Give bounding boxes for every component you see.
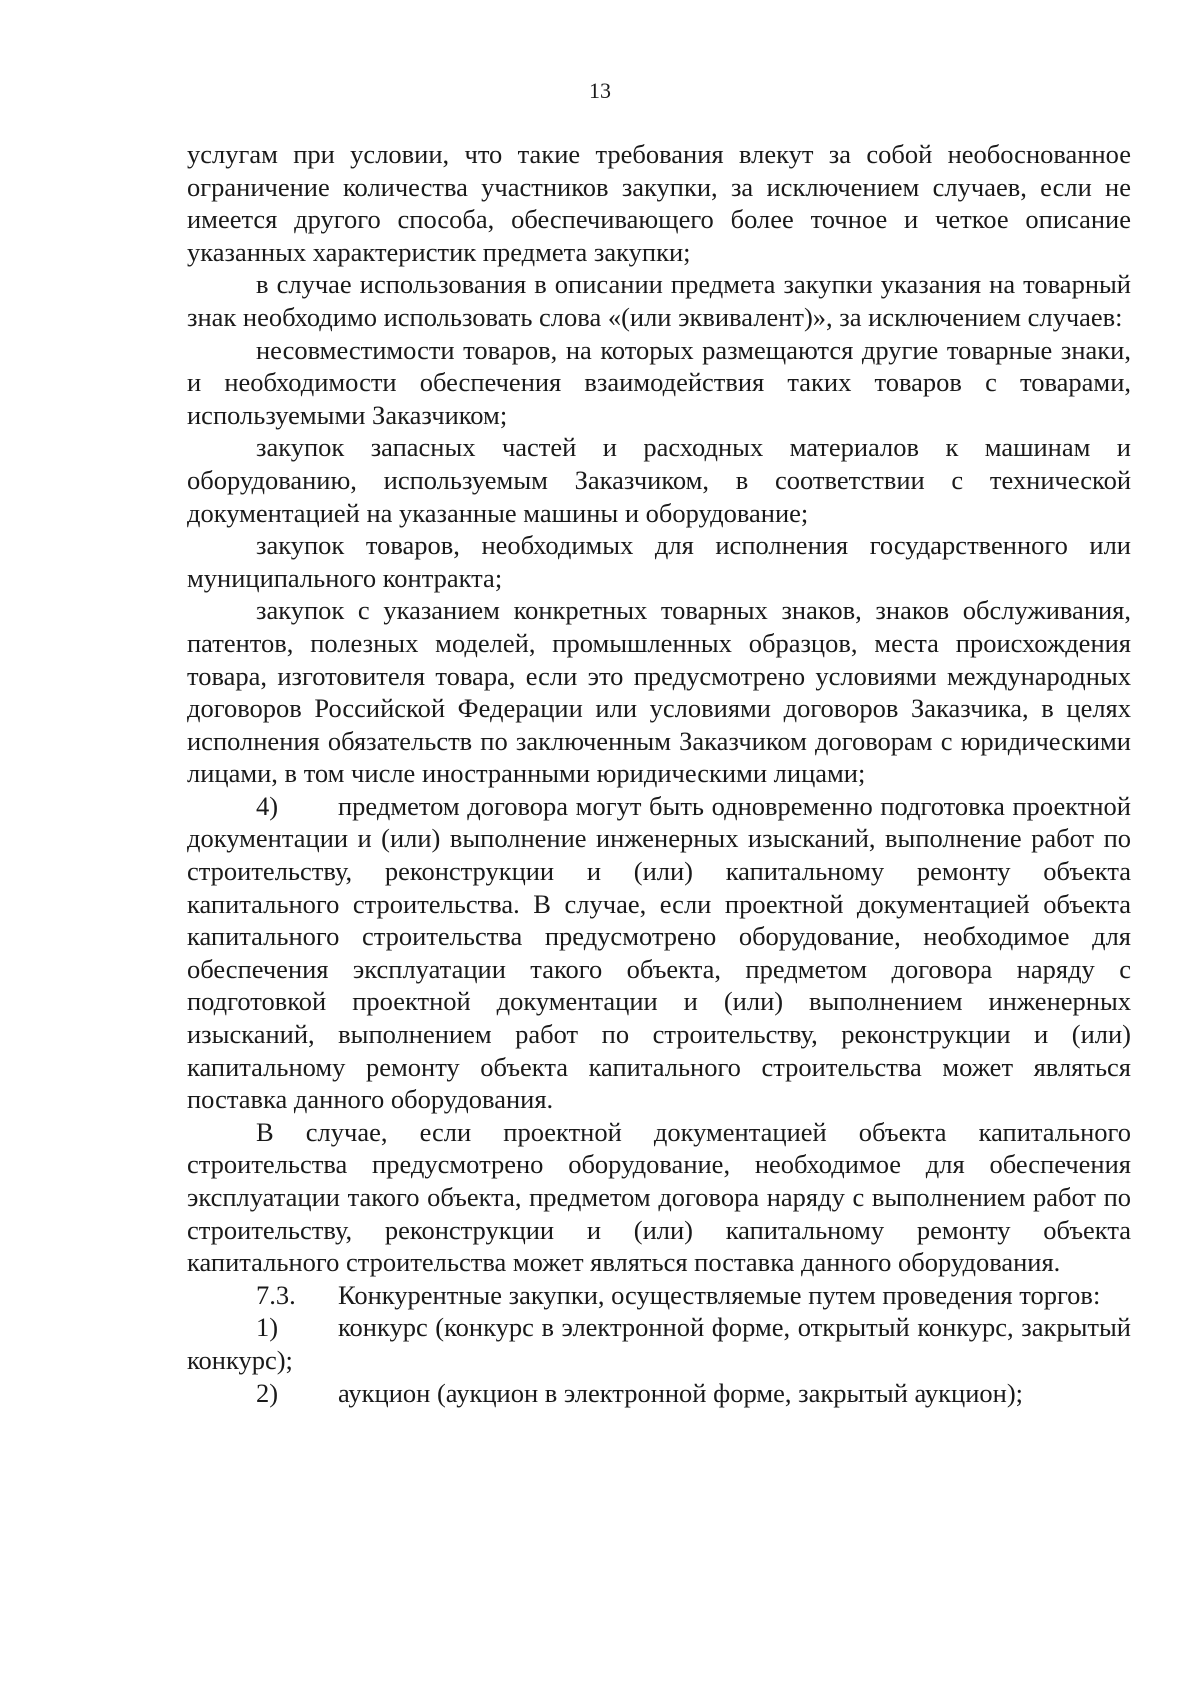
section-number: 7.3. <box>256 1279 296 1310</box>
paragraph-text: конкурс (конкурс в электронной форме, открытый конкурс, закрытый конкурс); <box>187 1312 1131 1375</box>
paragraph-item-1 <box>187 1311 1131 1376</box>
paragraph-text: услугам при условии, что такие требования влекут за собой необоснованное ограничение количества участников закупки, за исключением случаев, если не имеется другого способа, обеспечивающего более точное и четкое описание указанных характеристик предмета закупки; <box>187 139 1131 267</box>
paragraph-specific-trademarks <box>187 594 1131 790</box>
paragraph-spare-parts <box>187 431 1131 529</box>
paragraph-text: предметом договора могут быть одновременно подготовка проектной документации и (или) выполнение инженерных изысканий, выполнение работ по строительству, реконструкции и (или) капитальному ремонту объекта капитального строительства. В случае, если проектной документацией объекта капитального строительства предусмотрено оборудование, необходимое для обеспечения эксплуатации такого объекта, предметом договора наряду с подготовкой проектной документации и (или) выполнением инженерных изысканий, выполнением работ по строительству, реконструкции и (или) капитальному ремонту объекта капитального строительства может являться поставка данного оборудования. <box>187 790 1131 1115</box>
paragraph-text: Конкурентные закупки, осуществляемые путем проведения торгов: <box>338 1279 1101 1310</box>
paragraph-text: закупок с указанием конкретных товарных знаков, знаков обслуживания, патентов, полезных моделей, промышленных образцов, места происхождения товара, изготовителя товара, если это предусмотрено условиями международных договоров Российской Федерации или условиями договоров Заказчика, в целях исполнения обязательств по заключенным Заказчиком договорам с юридическими лицами, в том числе иностранными юридическими лицами; <box>187 595 1131 789</box>
paragraph-text: закупок запасных частей и расходных материалов к машинам и оборудованию, используемым Заказчиком, в соответствии с технической документацией на указанные машины и оборудование; <box>187 432 1131 528</box>
paragraph-item-2 <box>187 1377 1131 1410</box>
item-number: 2) <box>256 1377 279 1408</box>
paragraph-equipment-supply <box>187 1116 1131 1279</box>
paragraph-text: аукцион (аукцион в электронной форме, закрытый аукцион); <box>338 1377 1024 1408</box>
paragraph-continuation <box>187 138 1131 268</box>
paragraph-state-contract <box>187 529 1131 594</box>
paragraph-section-7-3 <box>187 1279 1131 1312</box>
page-number: 13 <box>589 78 611 103</box>
paragraph-item-4 <box>187 790 1131 1116</box>
paragraph-incompatibility <box>187 334 1131 432</box>
paragraph-text: несовместимости товаров, на которых размещаются другие товарные знаки, и необходимости обеспечения взаимодействия таких товаров с товарами, используемыми Заказчиком; <box>187 334 1131 430</box>
paragraph-text: в случае использования в описании предмета закупки указания на товарный знак необходимо использовать слова «(или эквивалент)», за исключением случаев: <box>187 269 1131 332</box>
paragraph-text: закупок товаров, необходимых для исполнения государственного или муниципального контракта; <box>187 530 1131 593</box>
paragraph-trademark-equivalent <box>187 268 1131 333</box>
paragraph-text: В случае, если проектной документацией объекта капитального строительства предусмотрено оборудование, необходимое для обеспечения эксплуатации такого объекта, предметом договора наряду с выполнением работ по строительству, реконструкции и (или) капитальному ремонту объекта капитального строительства может являться поставка данного оборудования. <box>187 1116 1131 1278</box>
item-number: 1) <box>256 1312 279 1343</box>
item-number: 4) <box>256 790 279 821</box>
document-body <box>187 138 1131 1409</box>
